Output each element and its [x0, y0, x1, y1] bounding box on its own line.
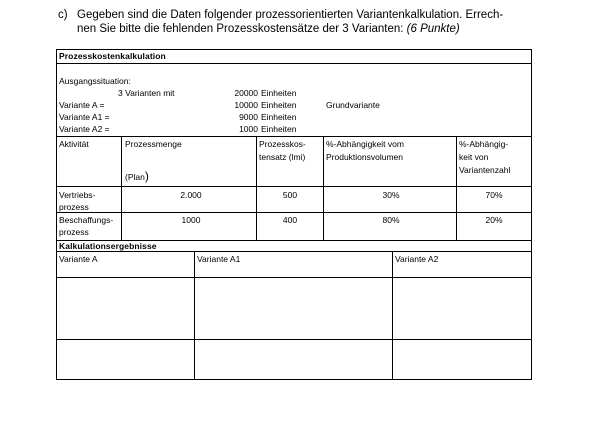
row-2-divider	[56, 212, 532, 213]
situation-qty-2: 10000	[234, 100, 258, 110]
col-divider-1	[121, 136, 122, 240]
situation-unit-1: Einheiten	[261, 88, 297, 98]
row-1-volume: 30%	[382, 190, 400, 200]
col-divider-2	[256, 136, 257, 240]
row-2-rate: 400	[282, 215, 298, 225]
task-points: (6 Punkte)	[406, 23, 460, 35]
answer-cell-variante-a2-2[interactable]	[393, 340, 530, 378]
situation-name-4: Variante A2 =	[59, 124, 110, 134]
answer-cell-variante-a1-2[interactable]	[195, 340, 391, 378]
answer-cell-variante-a-2[interactable]	[57, 340, 193, 378]
header-volume-line-1: %-Abhängigkeit vom	[326, 139, 404, 149]
header-variants-line-1: %-Abhängig-	[459, 139, 509, 149]
title-divider	[56, 63, 532, 64]
situation-note-2: Grundvariante	[326, 100, 380, 110]
header-volume-line-2: Produktionsvolumen	[326, 152, 404, 162]
header-activity: Aktivität	[59, 139, 89, 149]
row-2-variants: 20%	[485, 215, 503, 225]
row-1-rate: 500	[282, 190, 298, 200]
situation-qty-4: 1000	[239, 124, 258, 134]
situation-unit-2: Einheiten	[261, 100, 297, 110]
situation-label: Ausgangssituation:	[59, 76, 131, 86]
row-1-quantity: 2.000	[180, 190, 202, 200]
header-quantity-plan-text: (Plan	[125, 172, 145, 182]
header-quantity-plan	[125, 171, 149, 183]
col-divider-3	[323, 136, 324, 240]
situation-name-3: Variante A1 =	[59, 112, 110, 122]
row-1-activity-line-1: Vertriebs-	[59, 190, 96, 200]
situation-qty-3: 9000	[239, 112, 258, 122]
answer-cell-variante-a1-1[interactable]	[195, 278, 391, 338]
header-variants-line-3: Variantenzahl	[459, 165, 511, 175]
header-quantity: Prozessmenge	[125, 139, 182, 149]
situation-desc-1: 3 Varianten mit	[118, 88, 175, 98]
row-2-activity-line-1: Beschaffungs-	[59, 215, 114, 225]
task-text-line-2-body: nen Sie bitte die fehlenden Prozesskostensätze der 3 Varianten:	[77, 23, 407, 35]
results-col-variante-a: Variante A	[59, 254, 98, 264]
situation-name-2: Variante A =	[59, 100, 105, 110]
task-text-line-2	[77, 22, 577, 36]
row-2-quantity: 1000	[181, 215, 201, 225]
header-rate-line-2: tensatz (lmi)	[259, 152, 306, 162]
header-top-divider	[56, 136, 532, 137]
task-label: c)	[58, 9, 68, 21]
situation-qty-1: 20000	[234, 88, 258, 98]
answer-cell-variante-a-1[interactable]	[57, 278, 193, 338]
row-2-volume: 80%	[382, 215, 400, 225]
row-1-variants: 70%	[485, 190, 503, 200]
situation-unit-4: Einheiten	[261, 124, 297, 134]
results-title: Kalkulationsergebnisse	[59, 241, 157, 251]
results-col-variante-a1: Variante A1	[197, 254, 241, 264]
header-quantity-plan-paren: )	[144, 169, 149, 183]
task-text	[77, 8, 577, 36]
row-1-activity-line-2: prozess	[59, 202, 89, 212]
results-col-variante-a2: Variante A2	[395, 254, 439, 264]
task-text-line-1: Gegeben sind die Daten folgender prozessorientierten Variantenkalkulation. Errech-	[77, 9, 504, 21]
header-rate-line-1: Prozesskos-	[259, 139, 306, 149]
results-title-divider	[56, 251, 532, 252]
situation-unit-3: Einheiten	[261, 112, 297, 122]
row-1-divider	[56, 186, 532, 187]
answer-cell-variante-a2-1[interactable]	[393, 278, 530, 338]
process-cost-table	[56, 49, 532, 387]
col-divider-4	[456, 136, 457, 240]
header-variants-line-2: keit von	[459, 152, 489, 162]
table-title: Prozesskostenkalkulation	[59, 51, 166, 61]
row-2-activity-line-2: prozess	[59, 227, 89, 237]
